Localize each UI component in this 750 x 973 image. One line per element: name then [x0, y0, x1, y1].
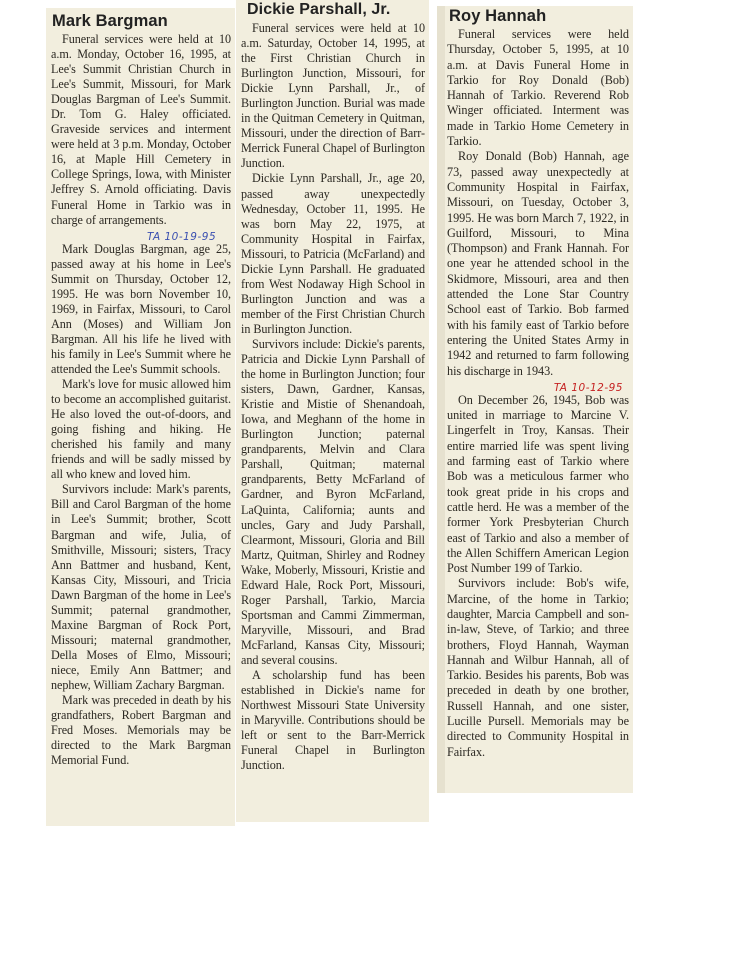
obituary-paragraph: Funeral services were held Thursday, October 5, 1995, at 10 a.m. at Davis Funeral Home in Tarkio for Roy Donald (Bob) Hannah of Tarkio. Reverend Rob Winger officiated. Interment was made in Tarkio Home Cemetery in Tarkio. [447, 27, 629, 149]
annotation-wrapper [441, 378, 623, 392]
obituary-paragraph: Survivors include: Bob's wife, Marcine, of the home in Tarkio; daughter, Marcia Campbell and son-in-law, Steve, of Tarkio; and three brothers, Floyd Hannah, Wayman Hannah and Wilbur Hannah, all of Tarkio. Besides his parents, Bob was preceded in death by one brother, Russell Hannah, and one sister, Lucille Pursell. Memorials may be directed to Community Hospital in Fairfax. [447, 576, 629, 759]
obituary-paragraph: On December 26, 1945, Bob was united in marriage to Marcine V. Lingerfelt in Troy, Kansas. Their entire married life was spent living and farming east of Tarkio where Bob was a meticulous farmer who took great pride in his crops and cattle herd. He was a member of the former York Presbyterian Church east of Tarkio and also a member of the Allen Schiffern American Legion Post Number 199 of Tarkio. [447, 392, 629, 576]
handwritten-date-annotation: TA 10-19-95 [147, 230, 217, 243]
obituary-paragraph: A scholarship fund has been established in Dickie's name for Northwest Missouri State University in Maryville. Contributions should be left or sent to the Barr-Merrick Funeral Chapel in Burlington Junction. [241, 668, 425, 773]
obituary-paragraph: Dickie Lynn Parshall, Jr., age 20, passed away unexpectedly Wednesday, October 11, 1995. He was born May 22, 1975, at Community Hospital in Fairfax, Missouri, to Patricia (McFarland) and Dickie Lynn Parshall. He graduated from West Nodaway High School in Burlington Junction and was a member of the First Christian Church in Burlington Junction. [241, 171, 425, 336]
obituary-paragraph: Mark Douglas Bargman, age 25, passed away at his home in Lee's Summit on Thursday, October 12, 1995. He was born November 10, 1969, in Fairfax, Missouri, to Carol Ann (Moses) and William Jon Bargman. All his life he lived with his family in Lee's Summit where he attended the Lee's Summit schools. [51, 241, 231, 376]
annotation-wrapper [147, 227, 231, 242]
obituary-clipping-mark-bargman [46, 8, 235, 826]
obituary-paragraph: Funeral services were held at 10 a.m. Saturday, October 14, 1995, at the First Christian Church in Burlington Junction, Missouri, for Dickie Lynn Parshall, Jr., of Burlington Junction. Burial was made in the Quitman Cemetery in Quitman, Missouri, under the direction of Barr-Merrick Funeral Chapel of Burlington Junction. [241, 21, 425, 171]
obituary-paragraph: Survivors include: Mark's parents, Bill and Carol Bargman of the home in Lee's Summit; brother, Scott Bargman and wife, Julia, of Smithville, Missouri; sisters, Tracy Ann Battmer and husband, Kent, Kansas City, Missouri, and Tricia Dawn Bargman of the home in Lee's Summit; paternal grandmother, Maxine Bargman of Rock Port, Missouri; maternal grandmother, Della Moses of Elmo, Missouri; niece, Emily Ann Battmer; and nephew, William Zachary Bargman. [51, 482, 231, 692]
obituary-paragraph: Roy Donald (Bob) Hannah, age 73, passed away unexpectedly at Community Hospital in Fairfax, Missouri, on Tuesday, October 3, 1995. He was born March 7, 1922, in Guilford, Missouri, to Mina (Thompson) and Frank Hannah. For one year he attended school in the Skidmore, Missouri, area and then attended the Lone Star Country School east of Tarkio. Bob farmed with his family east of Tarkio before entering the United States Army in 1942 and returned to farm following his discharge in 1943. [447, 149, 629, 378]
obituary-paragraph: Mark's love for music allowed him to become an accomplished guitarist. He also loved the out-of-doors, and going fishing and hiking. He cherished his family and many friends and will be sadly missed by all who knew and loved him. [51, 377, 231, 482]
obituary-name: Mark Bargman [52, 12, 168, 30]
obituary-name: Dickie Parshall, Jr. [247, 1, 391, 18]
obituary-clipping-roy-hannah [437, 6, 633, 793]
obituary-paragraph: Funeral services were held at 10 a.m. Monday, October 16, 1995, at Lee's Summit Christian Church in Lee's Summit, Missouri, for Mark Douglas Bargman of Lee's Summit. Dr. Tom G. Haley officiated. Graveside services and interment were held at 3 p.m. Monday, October 16, at Maple Hill Cemetery in College Springs, Iowa, with Minister Jeffrey S. Arnold officiating. Davis Funeral Home in Tarkio was in charge of arrangements. [51, 32, 231, 227]
obituary-paragraph: Mark was preceded in death by his grandfathers, Robert Bargman and Fred Moses. Memorials may be directed to the Mark Bargman Memorial Fund. [51, 693, 231, 768]
obituary-paragraph: Survivors include: Dickie's parents, Patricia and Dickie Lynn Parshall of the home in Burlington Junction; four sisters, Dawn, Gardner, Kansas, Kristie and Mistie of Shenandoah, Iowa, and Meghann of the home in Burlington Junction; paternal grandparents, Melvin and Clara Parshall, Quitman; maternal grandparents, Betty McFarland of Gardner, and Byron McFarland, LaQuinta, California; aunts and uncles, Gary and Judy Parshall, Clearmont, Missouri, Gloria and Bill Martz, Quitman, Shirley and Rodney Wake, Moberly, Missouri, Kristie and Edward Hale, Rock Port, Missouri, Roger Parshall, Tarkio, Marcia Sportsman and Cammi Zimmerman, Maryville, Missouri, and Brad McFarland, Kansas City, Missouri; and several cousins. [241, 336, 425, 667]
obituary-clipping-dickie-parshall [236, 0, 429, 822]
obituary-name: Roy Hannah [449, 7, 547, 25]
handwritten-date-annotation: TA 10-12-95 [553, 381, 623, 394]
